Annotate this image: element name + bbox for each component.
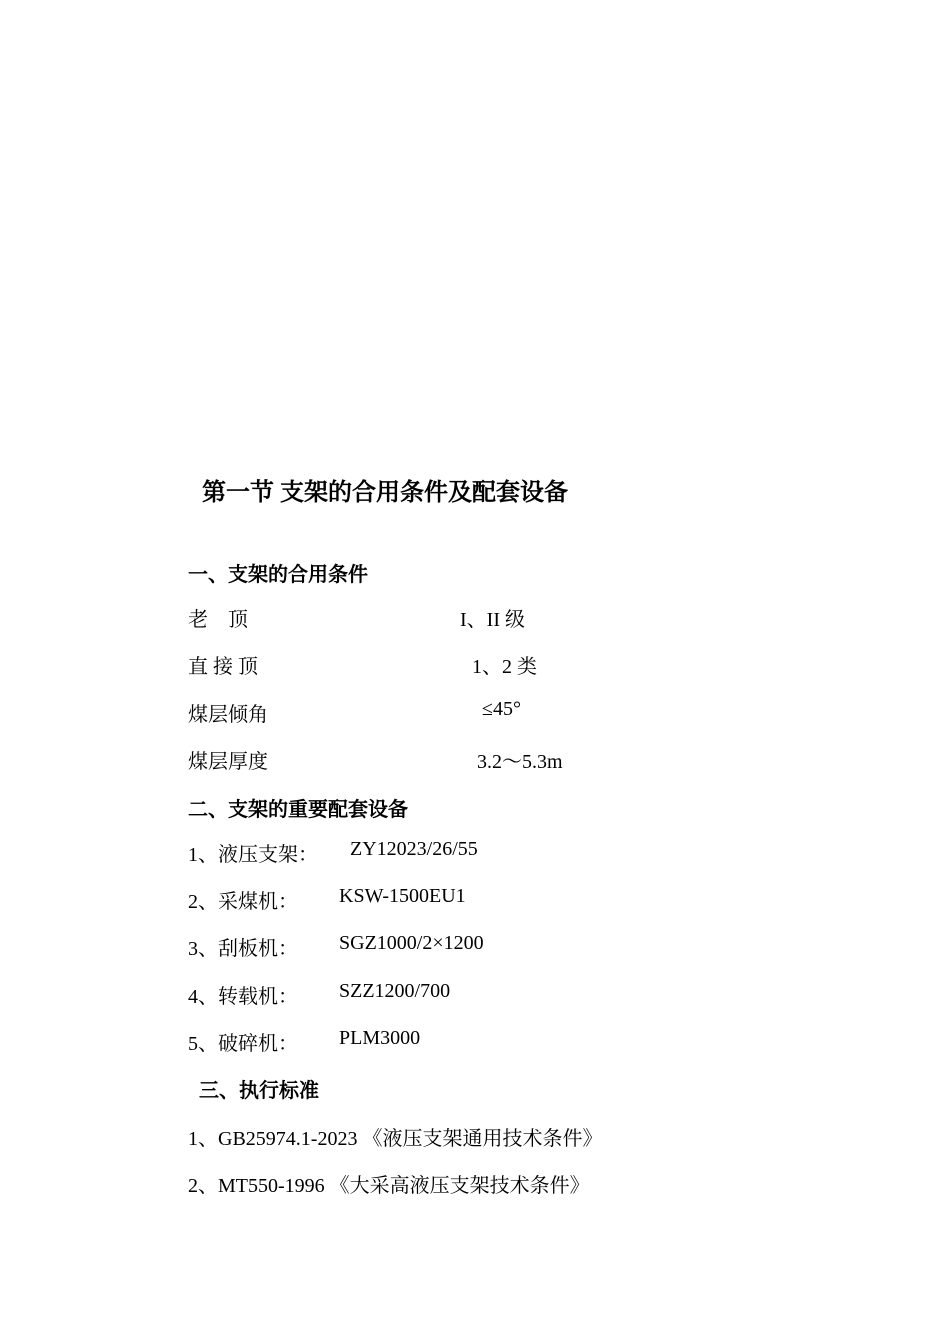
heading-equipment: 二、支架的重要配套设备 <box>188 799 408 821</box>
condition-value: I、II 级 <box>460 609 525 631</box>
equipment-label: 5、破碎机： <box>188 1033 298 1055</box>
standard-item: 1、GB25974.1-2023 《液压支架通用技术条件》 <box>188 1128 603 1150</box>
condition-label: 煤层倾角 <box>188 704 268 726</box>
equipment-label: 4、转载机： <box>188 986 298 1008</box>
equipment-label: 1、液压支架： <box>188 844 318 866</box>
section-title: 第一节 支架的合用条件及配套设备 <box>202 480 568 506</box>
condition-value: 3.2～5.3m <box>477 751 563 773</box>
heading-conditions: 一、支架的合用条件 <box>188 564 368 586</box>
equipment-value: KSW-1500EU1 <box>339 885 466 907</box>
condition-label: 煤层厚度 <box>188 751 268 773</box>
condition-label: 直 接 顶 <box>188 656 258 678</box>
condition-value: 1、2 类 <box>472 656 537 678</box>
equipment-value: SGZ1000/2×1200 <box>339 932 484 954</box>
equipment-label: 3、刮板机： <box>188 938 298 960</box>
condition-value: ≤45° <box>482 698 521 720</box>
equipment-label: 2、采煤机： <box>188 891 298 913</box>
equipment-value: PLM3000 <box>339 1027 421 1049</box>
condition-label: 老 顶 <box>188 609 248 631</box>
heading-standards: 三、执行标准 <box>199 1080 319 1102</box>
equipment-value: ZY12023/26/55 <box>350 838 478 860</box>
equipment-value: SZZ1200/700 <box>339 980 451 1002</box>
standard-item: 2、MT550-1996 《大采高液压支架技术条件》 <box>188 1175 590 1197</box>
